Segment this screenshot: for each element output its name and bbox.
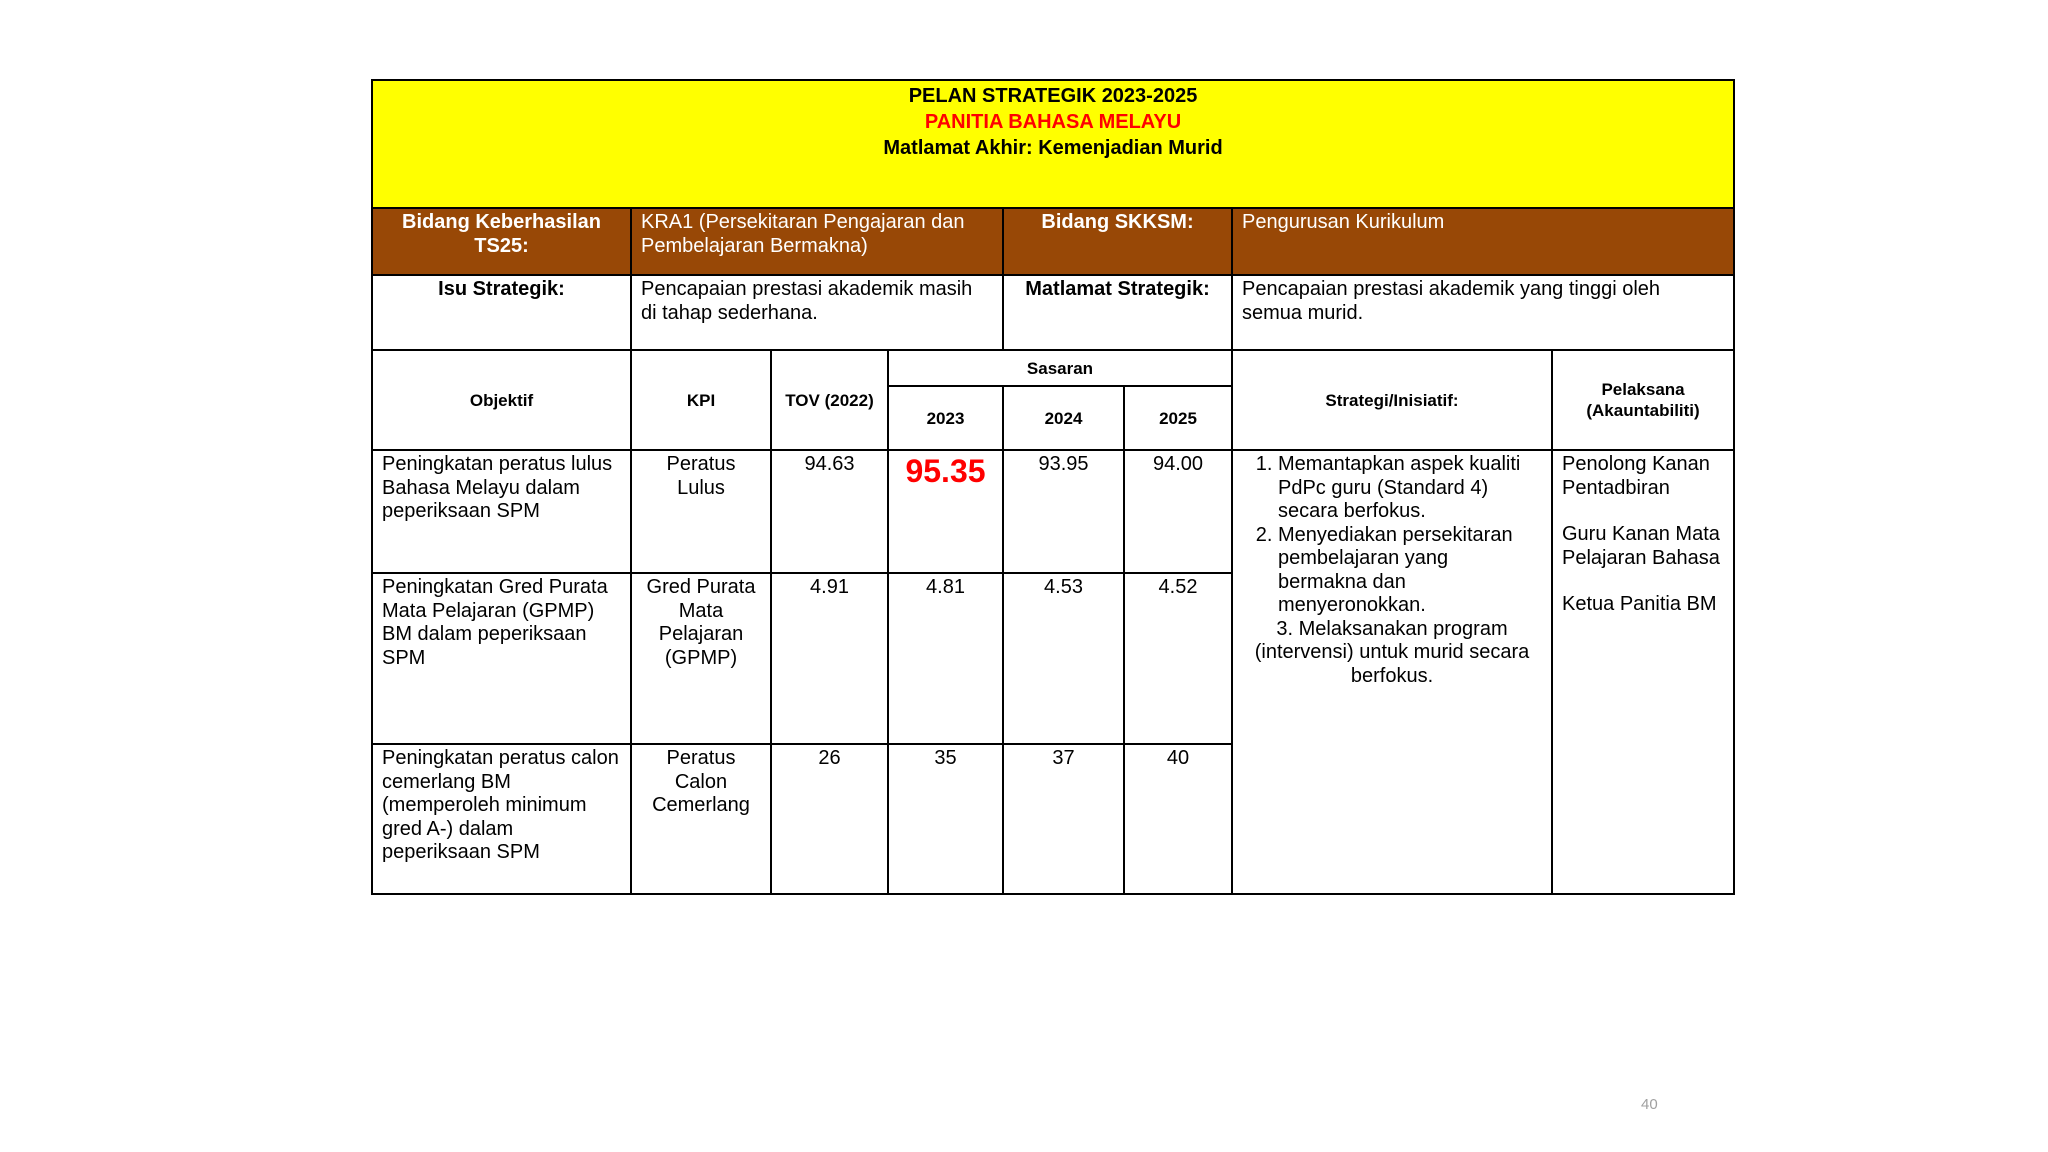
target-2024-cell: 4.53 [1003, 573, 1124, 744]
bidang-skksm-value: Pengurusan Kurikulum [1232, 208, 1734, 275]
final-goal: Matlamat Akhir: Kemenjadian Murid [883, 137, 1223, 159]
objektif-cell: Peningkatan peratus lulus Bahasa Melayu dalam peperiksaan SPM [372, 450, 631, 573]
isu-strategik-label: Isu Strategik: [372, 275, 631, 350]
target-2024-cell: 37 [1003, 744, 1124, 894]
col-tov: TOV (2022) [771, 350, 888, 450]
target-2025-cell: 94.00 [1124, 450, 1232, 573]
col-2023: 2023 [888, 386, 1003, 450]
target-2023-cell [888, 450, 1003, 573]
kpi-cell: Gred Purata Mata Pelajaran (GPMP) [631, 573, 771, 744]
column-header-row [372, 350, 1734, 386]
tov-cell: 94.63 [771, 450, 888, 573]
col-objektif: Objektif [372, 350, 631, 450]
target-2023-cell: 4.81 [888, 573, 1003, 744]
col-kpi: KPI [631, 350, 771, 450]
col-2024: 2024 [1003, 386, 1124, 450]
list-item: 3. Melaksanakan program (intervensi) untuk murid secara berfokus. [1242, 618, 1542, 689]
bidang-skksm-label: Bidang SKKSM: [1003, 208, 1232, 275]
plan-title: PELAN STRATEGIK 2023-2025 [908, 85, 1198, 107]
col-sasaran: Sasaran [888, 350, 1232, 386]
kpi-cell: Peratus Calon Cemerlang [631, 744, 771, 894]
pelaksana-item: Ketua Panitia BM [1562, 593, 1717, 615]
col-2025: 2025 [1124, 386, 1232, 450]
pelaksana-cell [1552, 450, 1734, 894]
tov-cell: 4.91 [771, 573, 888, 744]
strategi-cell [1232, 450, 1552, 894]
col-pelaksana: Pelaksana (Akauntabiliti) [1552, 350, 1734, 450]
target-2024-cell: 93.95 [1003, 450, 1124, 573]
highlight-value: 95.35 [905, 453, 986, 489]
title-row [372, 80, 1734, 208]
pelaksana-item: Guru Kanan Mata Pelajaran Bahasa [1562, 523, 1720, 569]
bidang-row [372, 208, 1734, 275]
objektif-cell: Peningkatan Gred Purata Mata Pelajaran (GPMP) BM dalam peperiksaan SPM [372, 573, 631, 744]
strategi-list [1242, 453, 1542, 688]
matlamat-strategik-label: Matlamat Strategik: [1003, 275, 1232, 350]
pelaksana-item: Penolong Kanan Pentadbiran [1562, 453, 1710, 499]
strategic-plan-table [371, 79, 1735, 895]
matlamat-strategik-value: Pencapaian prestasi akademik yang tinggi oleh semua murid. [1232, 275, 1734, 350]
target-2025-cell: 4.52 [1124, 573, 1232, 744]
objektif-cell: Peningkatan peratus calon cemerlang BM (memperoleh minimum gred A-) dalam peperiksaan SPM [372, 744, 631, 894]
list-item: 2. Menyediakan persekitaran pembelajaran yang bermakna dan menyeronokkan. [1278, 524, 1542, 618]
bidang-keberhasilan-value: KRA1 (Persekitaran Pengajaran dan Pembelajaran Bermakna) [631, 208, 1003, 275]
bidang-keberhasilan-label: Bidang Keberhasilan TS25: [372, 208, 631, 275]
target-2025-cell: 40 [1124, 744, 1232, 894]
target-2023-cell: 35 [888, 744, 1003, 894]
list-item: 1. Memantapkan aspek kualiti PdPc guru (Standard 4) secara berfokus. [1278, 453, 1542, 524]
table-row [372, 450, 1734, 573]
kpi-cell: Peratus Lulus [631, 450, 771, 573]
isu-row [372, 275, 1734, 350]
panel-title: PANITIA BAHASA MELAYU [924, 111, 1182, 133]
tov-cell: 26 [771, 744, 888, 894]
isu-strategik-value: Pencapaian prestasi akademik masih di tahap sederhana. [631, 275, 1003, 350]
col-strategi: Strategi/Inisiatif: [1232, 350, 1552, 450]
page-number: 40 [1641, 1096, 1658, 1113]
title-cell [372, 80, 1734, 208]
